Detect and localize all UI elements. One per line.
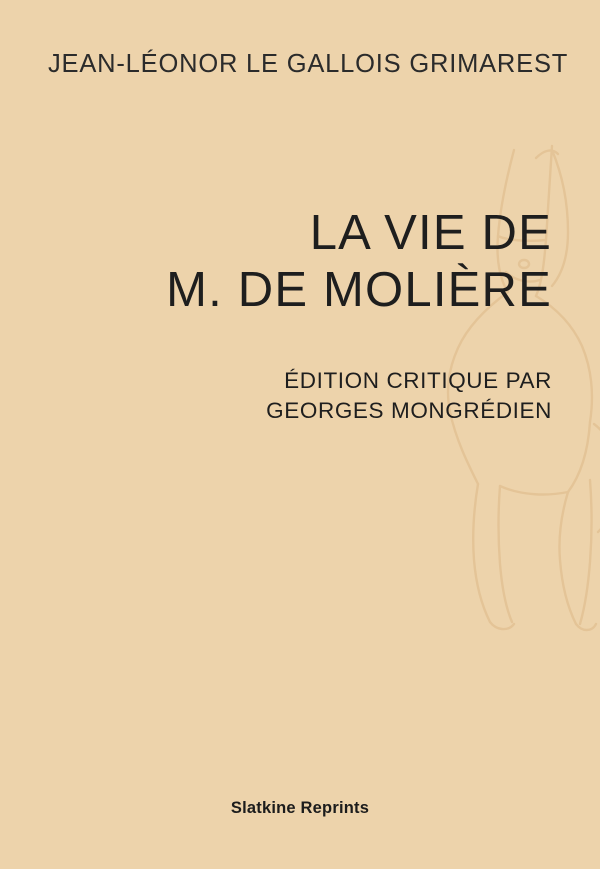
book-subtitle	[40, 366, 552, 427]
title-line-2: M. DE MOLIÈRE	[166, 263, 552, 318]
book-title	[40, 205, 552, 320]
subtitle-line-1: ÉDITION CRITIQUE PAR	[284, 368, 552, 393]
subtitle-line-2: GEORGES MONGRÉDIEN	[266, 398, 552, 424]
author-name: JEAN-LÉONOR LE GALLOIS GRIMAREST	[48, 50, 569, 78]
publisher-name: Slatkine Reprints	[230, 799, 370, 817]
title-line-1: LA VIE DE	[309, 206, 552, 260]
